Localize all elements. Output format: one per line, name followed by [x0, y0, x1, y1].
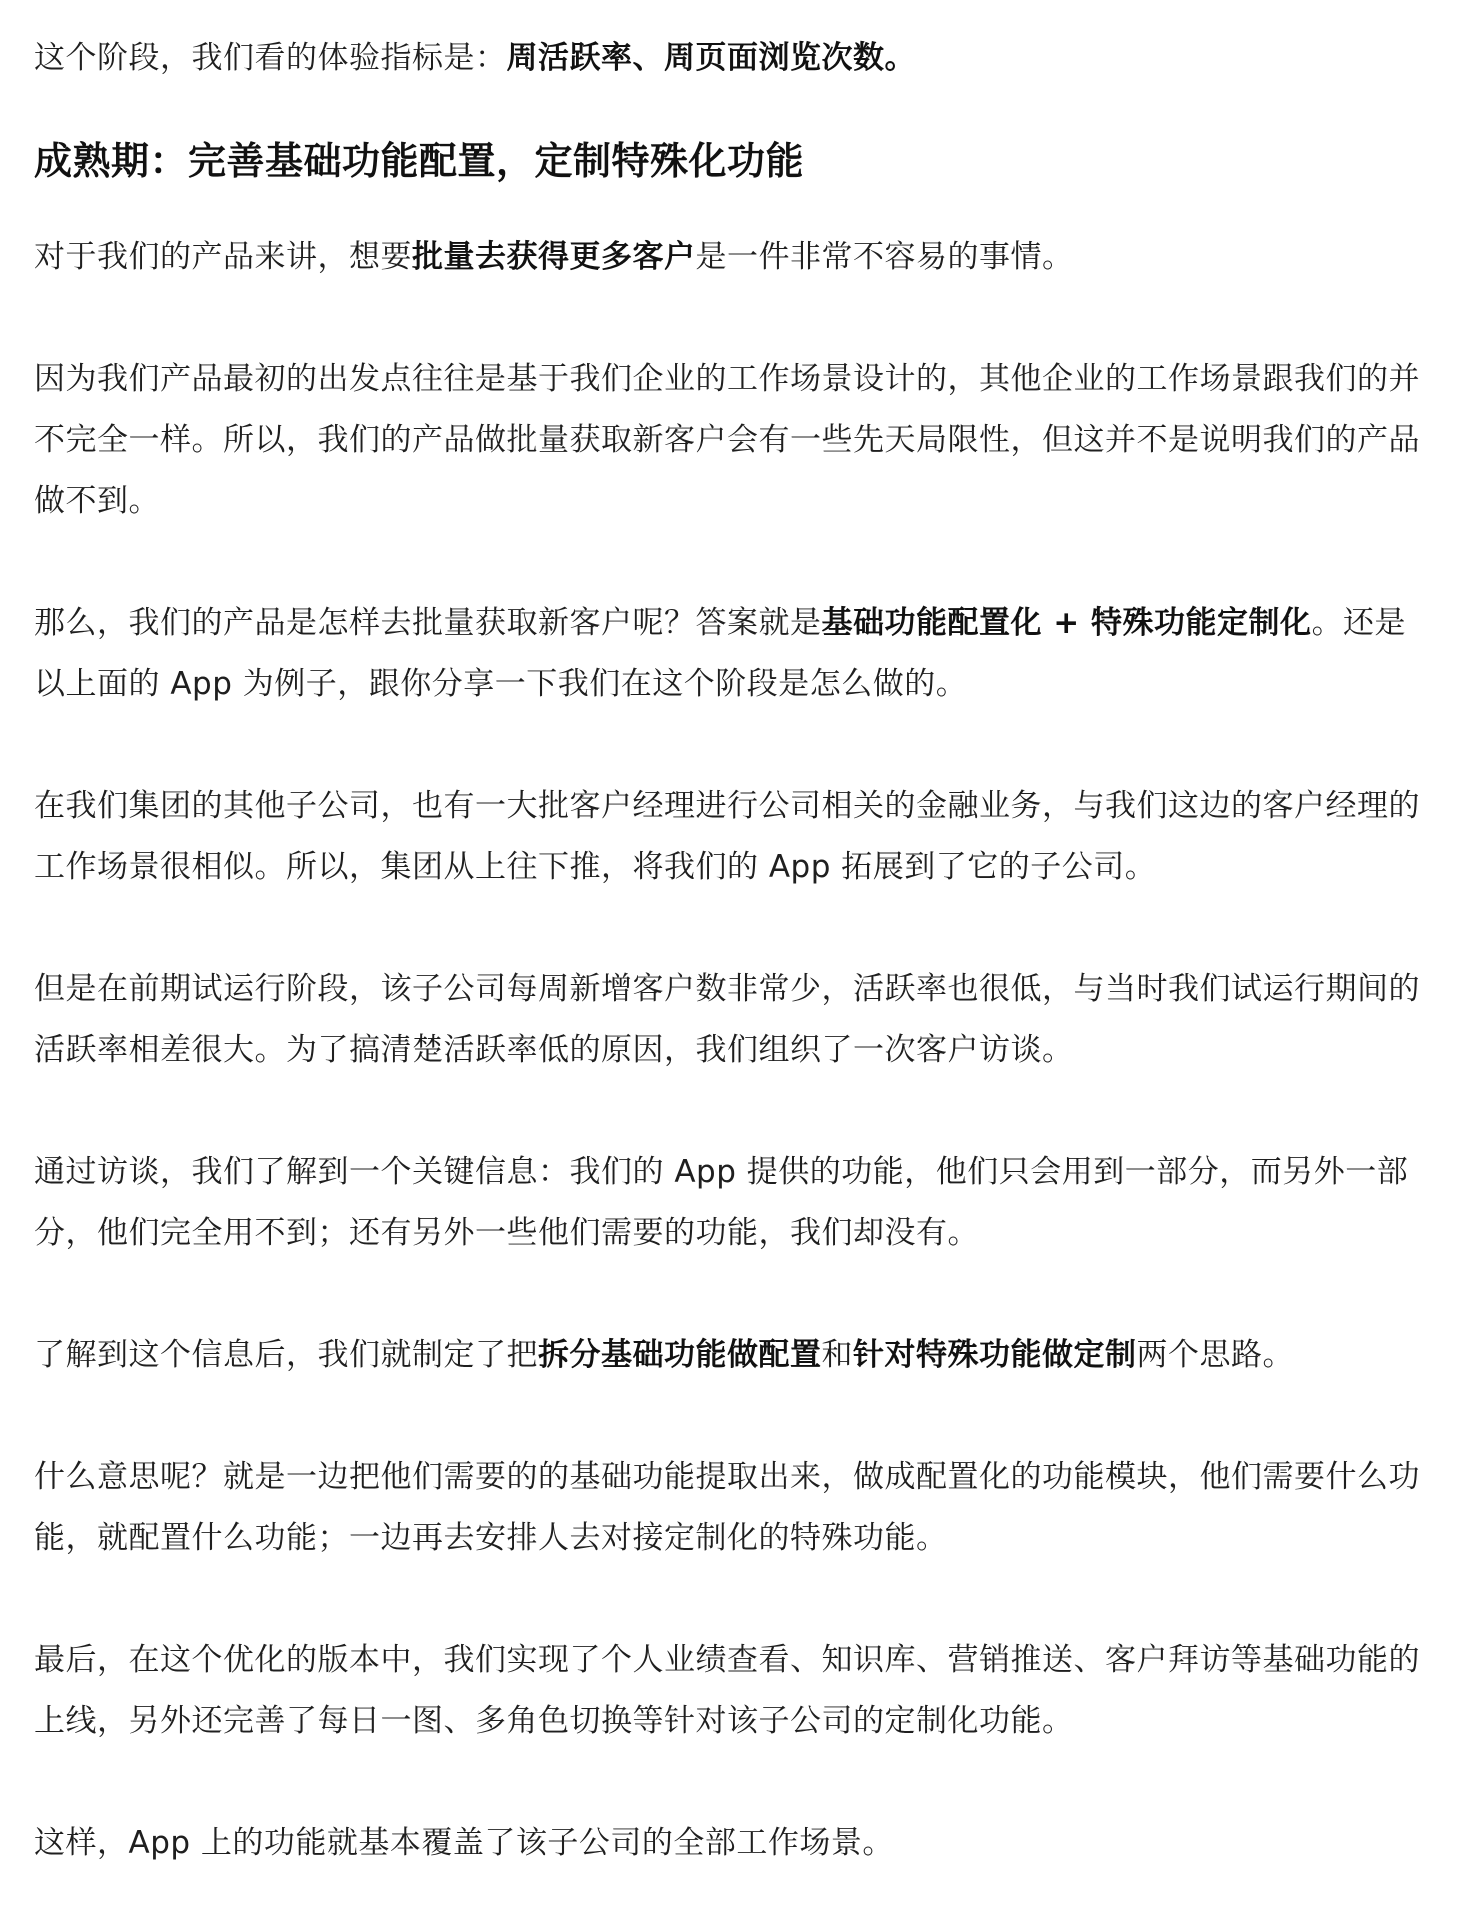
intro-paragraph	[34, 28, 1426, 89]
p7-prefix: 了解到这个信息后，我们就制定了把	[34, 1337, 538, 1373]
paragraph-9: 最后，在这个优化的版本中，我们实现了个人业绩查看、知识库、营销推送、客户拜访等基础功能的上线，另外还完善了每日一图、多角色切换等针对该子公司的定制化功能。	[34, 1642, 1420, 1739]
p3-bold: 基础功能配置化 + 特殊功能定制化	[821, 605, 1312, 641]
p1-suffix: 是一件非常不容易的事情。	[695, 239, 1074, 275]
p3-suffix: 。还是以上面的 App 为例子，跟你分享一下我们在这个阶段是怎么做的。	[34, 605, 1407, 702]
p7-bold-2: 针对特殊功能做定制	[853, 1337, 1137, 1373]
intro-text: 这个阶段，我们看的体验指标是：	[34, 40, 507, 76]
paragraph-6: 通过访谈，我们了解到一个关键信息：我们的 App 提供的功能，他们只会用到一部分，而另外一部分，他们完全用不到；还有另外一些他们需要的功能，我们却没有。	[34, 1154, 1409, 1251]
p7-middle: 和	[821, 1337, 853, 1373]
section-heading: 成熟期：完善基础功能配置，定制特殊化功能	[34, 139, 805, 183]
paragraph-4: 在我们集团的其他子公司，也有一大批客户经理进行公司相关的金融业务，与我们这边的客户经理的工作场景很相似。所以，集团从上往下推，将我们的 App 拓展到了它的子公司。	[34, 788, 1420, 885]
p3-prefix: 那么，我们的产品是怎样去批量获取新客户呢？答案就是	[34, 605, 822, 641]
paragraph-10: 这样，App 上的功能就基本覆盖了该子公司的全部工作场景。	[34, 1825, 894, 1861]
paragraph-3	[34, 593, 1426, 715]
p1-prefix: 对于我们的产品来讲，想要	[34, 239, 412, 275]
paragraph-1	[34, 227, 1426, 288]
p1-bold: 批量去获得更多客户	[412, 239, 696, 275]
p7-bold-1: 拆分基础功能做配置	[538, 1337, 822, 1373]
p7-suffix: 两个思路。	[1136, 1337, 1294, 1373]
intro-bold-metrics: 周活跃率、周页面浏览次数。	[506, 40, 916, 76]
paragraph-8: 什么意思呢？就是一边把他们需要的的基础功能提取出来，做成配置化的功能模块，他们需要什么功能，就配置什么功能；一边再去安排人去对接定制化的特殊功能。	[34, 1459, 1420, 1556]
paragraph-7	[34, 1325, 1426, 1386]
paragraph-5: 但是在前期试运行阶段，该子公司每周新增客户数非常少，活跃率也很低，与当时我们试运行期间的活跃率相差很大。为了搞清楚活跃率低的原因，我们组织了一次客户访谈。	[34, 971, 1420, 1068]
paragraph-2: 因为我们产品最初的出发点往往是基于我们企业的工作场景设计的，其他企业的工作场景跟我们的并不完全一样。所以，我们的产品做批量获取新客户会有一些先天局限性，但这并不是说明我们的产品做不到。	[34, 361, 1420, 519]
